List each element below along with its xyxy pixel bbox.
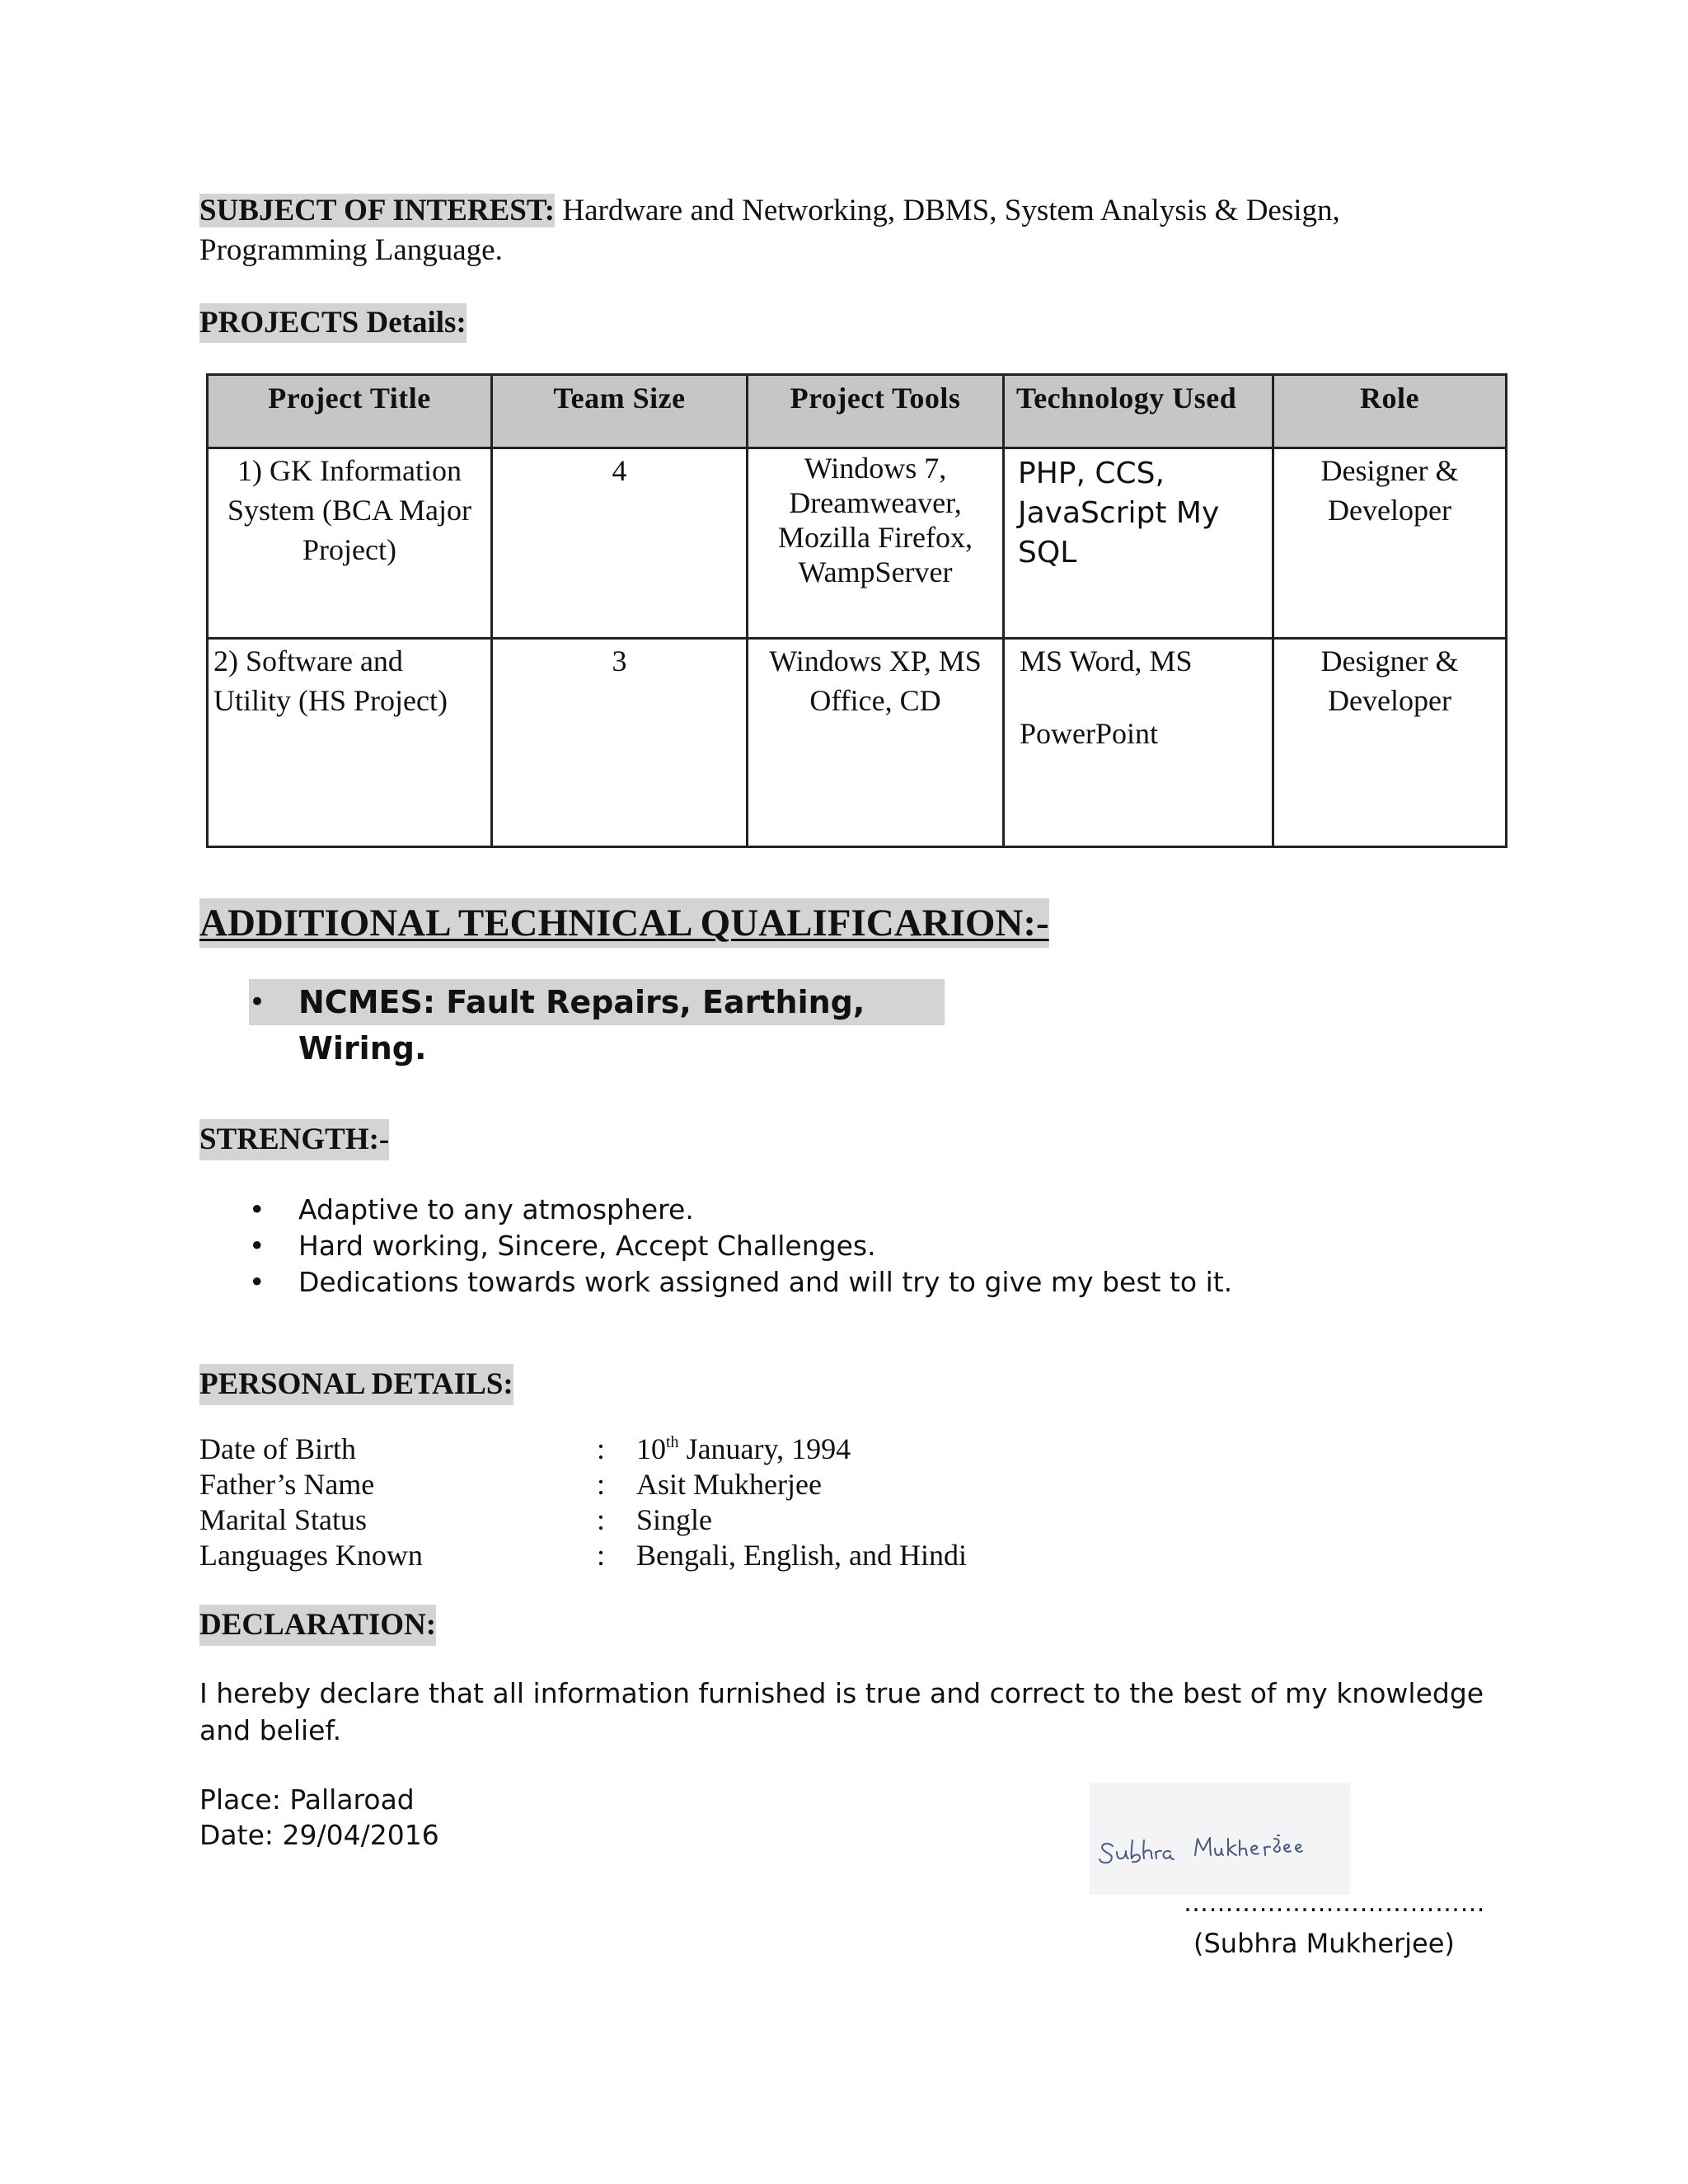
signature-image [1090,1783,1350,1895]
detail-separator: : [597,1503,606,1536]
strength-item-text: Hard working, Sincere, Accept Challenges. [298,1230,876,1262]
cell-line: Developer [1328,684,1451,717]
handwritten-signature [1090,1783,1350,1895]
table-row [208,639,1507,847]
bullet: • [249,1230,265,1262]
cell-line: 4 [612,454,627,487]
cell-line: Project) [302,533,396,566]
detail-label: Marital Status [199,1503,367,1536]
cell-line: MS Word, MS [1020,644,1193,677]
strength-heading: STRENGTH:- [199,1119,389,1160]
cell-line: Mozilla Firefox, [778,521,973,554]
declaration-heading: DECLARATION: [199,1605,436,1646]
cell-line: 1) GK Information [237,454,462,487]
team-size-cell [492,639,748,847]
strength-item-text: Dedications towards work assigned and will try to give my best to it. [298,1266,1233,1298]
cell-line: WampServer [798,555,953,588]
signature-line: ……………………………… [1184,1889,1485,1918]
cell-line: Utility (HS Project) [213,684,448,717]
project-title-cell [208,639,492,847]
table-row [208,448,1507,639]
subject-text-line2: Programming Language. [199,233,503,267]
cell-line: System (BCA Major [227,494,471,527]
column-header-project-tools: Project Tools [748,375,1004,448]
strength-list [249,1192,1232,1301]
role-cell [1273,448,1507,639]
declaration-text: I hereby declare that all information furnished is true and correct to the best of my knowledge and belief. [199,1677,1484,1746]
detail-value: Bengali, English, and Hindi [636,1539,967,1572]
detail-separator: : [597,1468,606,1501]
cell-line: Office, CD [809,684,941,717]
role-cell [1273,639,1507,847]
dob-day: 10 [636,1432,666,1465]
column-header-project-title: Project Title [208,375,492,448]
detail-value: Single [636,1503,713,1536]
column-header-technology-used: Technology Used [1004,375,1273,448]
cell-line: Dreamweaver, [789,486,962,519]
date-text: Date: 29/04/2016 [199,1819,439,1851]
cell-line: PowerPoint [1020,717,1159,750]
projects-heading: PROJECTS Details: [199,303,467,343]
cell-line: 2) Software and [213,644,403,677]
detail-value: Asit Mukherjee [636,1468,822,1501]
subject-text-line1: Hardware and Networking, DBMS, System Analysis & Design, [555,194,1340,227]
list-item [249,1264,1232,1301]
projects-table [206,373,1507,848]
signatory-name: (Subhra Mukherjee) [1193,1928,1455,1959]
list-item [249,1192,1232,1228]
cell-line: Designer & [1320,644,1459,677]
cell-line: PHP, CCS, [1018,457,1165,490]
dob-suffix: th [666,1433,679,1451]
table-header-row [208,375,1507,448]
project-tools-cell [748,639,1004,847]
personal-details-heading: PERSONAL DETAILS: [199,1364,513,1405]
project-title-cell [208,448,492,639]
detail-label: Languages Known [199,1539,423,1572]
detail-separator: : [597,1539,606,1572]
bullet: • [249,986,266,1019]
list-item [249,1228,1232,1264]
strength-item-text: Adaptive to any atmosphere. [298,1193,694,1226]
dob-rest: January, 1994 [678,1432,851,1465]
detail-value [636,1431,851,1467]
team-size-cell [492,448,748,639]
place-text: Place: Pallaroad [199,1783,415,1816]
cell-line: Developer [1328,494,1451,527]
cell-line: Windows XP, MS [769,644,982,677]
additional-qualification-heading: ADDITIONAL TECHNICAL QUALIFICARION:- [199,898,1049,948]
cell-line: Windows 7, [804,452,947,485]
subject-label: SUBJECT OF INTEREST: [199,194,556,227]
additional-qualification-item [249,979,945,1066]
detail-label: Date of Birth [199,1432,356,1465]
bullet: • [249,1266,265,1298]
cell-line: 3 [612,644,627,677]
detail-separator: : [597,1432,606,1465]
cell-line: Designer & [1320,454,1459,487]
subject-of-interest [199,191,1551,270]
detail-label: Father’s Name [199,1468,375,1501]
technology-cell [1004,448,1273,639]
bullet: • [249,1193,265,1226]
column-header-role: Role [1273,375,1507,448]
additional-qualification-text: NCMES: Fault Repairs, Earthing, Wiring. [298,984,865,1066]
column-header-team-size: Team Size [492,375,748,448]
cell-line: JavaScript My SQL [1018,496,1220,569]
project-tools-cell [748,448,1004,639]
technology-cell [1004,639,1273,847]
